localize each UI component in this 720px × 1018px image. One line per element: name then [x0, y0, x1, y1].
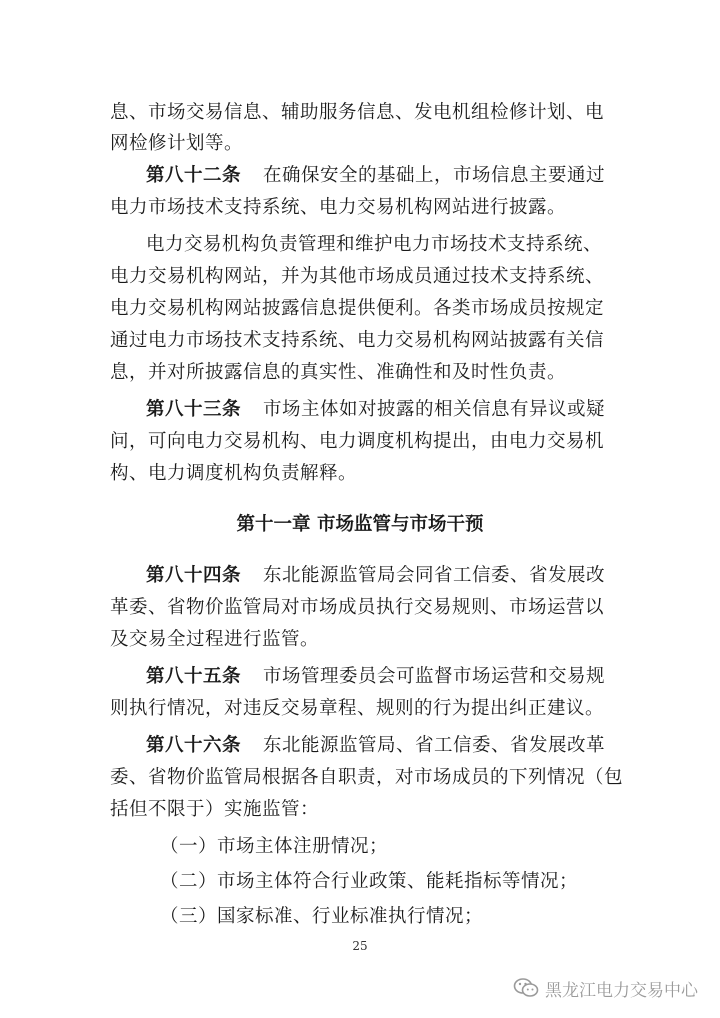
text-line: 电力交易机构负责管理和维护电力市场技术支持系统、: [146, 234, 603, 255]
text-line: 电力市场技术支持系统、电力交易机构网站进行披露。: [110, 197, 567, 218]
text-line: 问，可向电力交易机构、电力调度机构提出，由电力交易机: [110, 431, 605, 452]
text-line: 息，并对所披露信息的真实性、准确性和及时性负责。: [110, 362, 567, 383]
text-line: 构、电力调度机构负责解释。: [110, 463, 358, 484]
list-item: （三）国家标准、行业标准执行情况；: [160, 906, 484, 927]
list-item: （二）市场主体符合行业政策、能耗指标等情况；: [160, 871, 579, 892]
text-line: 电力交易机构网站披露信息提供便利。各类市场成员按规定: [110, 298, 605, 319]
wechat-icon: [513, 977, 539, 999]
page-number: 25: [352, 939, 368, 953]
article-86: [146, 733, 666, 759]
watermark: [513, 975, 698, 1001]
article-text: 东北能源监管局会同省工信委、省发展改: [263, 565, 606, 586]
article-85: [146, 664, 666, 690]
article-title: 第八十五条: [146, 666, 242, 687]
text-line: 括但不限于）实施监管：: [110, 799, 320, 820]
article-82: [146, 163, 666, 189]
chapter-heading: 第十一章 市场监管与市场干预: [236, 514, 484, 535]
text-line: 委、省物价监管局根据各自职责，对市场成员的下列情况（包: [110, 767, 624, 788]
article-text: 东北能源监管局、省工信委、省发展改革: [263, 735, 606, 756]
article-84: [146, 563, 666, 589]
text-line: 电力交易机构网站，并为其他市场成员通过技术支持系统、: [110, 266, 605, 287]
text-line: 网检修计划等。: [110, 133, 244, 154]
text-line: 革委、省物价监管局对市场成员执行交易规则、市场运营以: [110, 597, 605, 618]
article-title: 第八十六条: [146, 735, 242, 756]
article-text: 在确保安全的基础上，市场信息主要通过: [263, 165, 606, 186]
text-line: 及交易全过程进行监管。: [110, 629, 320, 650]
article-title: 第八十二条: [146, 165, 242, 186]
text-line: 则执行情况，对违反交易章程、规则的行为提出纠正建议。: [110, 698, 605, 719]
watermark-text: 黑龙江电力交易中心: [545, 980, 698, 1001]
list-item: （一）市场主体注册情况；: [160, 836, 389, 857]
text-line: 通过电力市场技术支持系统、电力交易机构网站披露有关信: [110, 330, 605, 351]
article-83: [146, 397, 666, 423]
article-title: 第八十四条: [146, 565, 242, 586]
text-line: 息、市场交易信息、辅助服务信息、发电机组检修计划、电: [110, 102, 605, 123]
article-text: 市场主体如对披露的相关信息有异议或疑: [263, 399, 606, 420]
article-text: 市场管理委员会可监督市场运营和交易规: [263, 666, 606, 687]
article-title: 第八十三条: [146, 399, 242, 420]
